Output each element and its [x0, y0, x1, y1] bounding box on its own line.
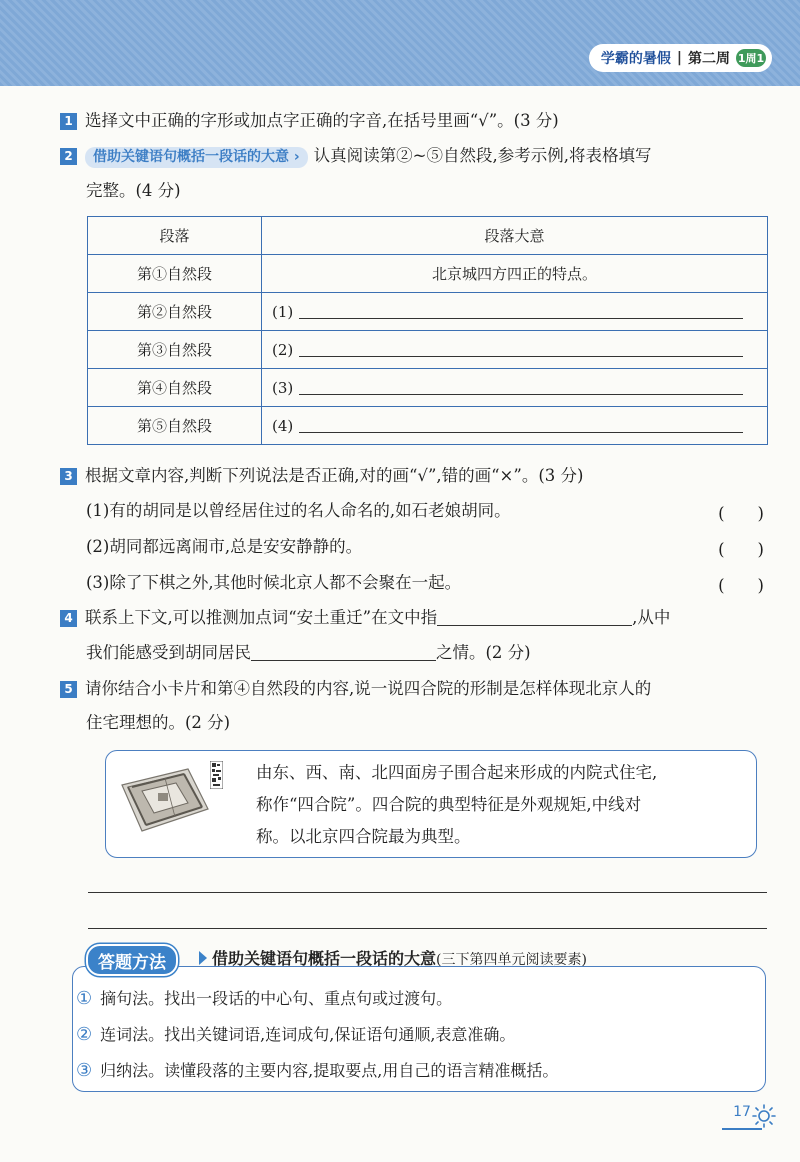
- question-text: 根据文章内容,判断下列说法是否正确,对的画“√”,错的画“×”。(3 分): [85, 466, 584, 485]
- method-title: [212, 946, 587, 969]
- table-cell-blank[interactable]: [262, 331, 768, 369]
- card-line: 称作“四合院”。四合院的典型特征是外观规矩,中线对: [256, 795, 642, 814]
- table-row: [88, 369, 768, 407]
- blank-number: (1): [272, 303, 294, 321]
- question-2: [60, 145, 651, 168]
- circle-number: ②: [76, 1024, 93, 1045]
- answer-line[interactable]: [299, 416, 743, 433]
- table-row: [88, 293, 768, 331]
- question-text: 请你结合小卡片和第④自然段的内容,说一说四合院的形制是怎样体现北京人的: [85, 679, 652, 698]
- table-header: 段落: [88, 217, 262, 255]
- answer-blank[interactable]: [251, 642, 436, 661]
- question-number: 2: [60, 148, 77, 165]
- question-2-line2: 完整。(4 分): [86, 181, 181, 200]
- question-text: 认真阅读第②~⑤自然段,参考示例,将表格填写: [313, 146, 652, 165]
- question-number: 5: [60, 681, 77, 698]
- question-5-line2: 住宅理想的。(2 分): [86, 713, 231, 732]
- judge-item: (1)有的胡同是以曾经居住过的名人命名的,如石老娘胡同。: [86, 501, 511, 520]
- judge-item: (3)除了下棋之外,其他时候北京人都不会聚在一起。: [86, 573, 462, 592]
- table-cell-blank[interactable]: [262, 369, 768, 407]
- table-cell-paragraph: 第④自然段: [88, 369, 262, 407]
- answer-line[interactable]: [299, 302, 743, 319]
- question-number: 1: [60, 113, 77, 130]
- arrow-icon: [199, 951, 207, 965]
- brand-label: 学霸的暑假: [600, 51, 671, 67]
- circle-number: ③: [76, 1060, 93, 1081]
- week-icon: 1周1: [736, 49, 766, 67]
- header-band: [0, 0, 800, 86]
- answer-paren[interactable]: ( ): [718, 576, 764, 595]
- card-text: [256, 757, 746, 853]
- skill-tag: 借助关键语句概括一段话的大意 ›: [85, 147, 308, 168]
- method-badge: 答题方法: [86, 944, 178, 976]
- table-row: [88, 407, 768, 445]
- answer-line[interactable]: [88, 892, 767, 893]
- method-title-text: 借助关键语句概括一段话的大意: [212, 949, 437, 968]
- answer-line[interactable]: [299, 378, 743, 395]
- question-4: [60, 607, 670, 629]
- question-text: 选择文中正确的字形或加点字正确的字音,在括号里画“√”。(3 分): [85, 111, 559, 130]
- table-cell-paragraph: 第②自然段: [88, 293, 262, 331]
- info-card: [105, 750, 757, 858]
- judge-item: (2)胡同都远离闹市,总是安安静静的。: [86, 537, 363, 556]
- header-badge: [589, 44, 772, 72]
- answer-paren[interactable]: ( ): [718, 540, 764, 559]
- method-subtitle: (三下第四单元阅读要素): [436, 952, 587, 968]
- answer-line[interactable]: [88, 928, 767, 929]
- question-5: [60, 678, 651, 700]
- method-item-text: 归纳法。读懂段落的主要内容,提取要点,用自己的语言精准概括。: [100, 1061, 559, 1080]
- method-item: [76, 986, 452, 1009]
- table-header: 段落大意: [262, 217, 768, 255]
- blank-number: (4): [272, 417, 294, 435]
- question-4-line2: [86, 642, 531, 664]
- question-1: [60, 110, 559, 132]
- table-cell-paragraph: 第⑤自然段: [88, 407, 262, 445]
- sun-icon: [752, 1104, 776, 1128]
- question-number: 3: [60, 468, 77, 485]
- question-text: 联系上下文,可以推测加点词“安土重迁”在文中指: [85, 608, 438, 627]
- method-item: [76, 1058, 558, 1081]
- table-cell-paragraph: 第③自然段: [88, 331, 262, 369]
- blank-number: (3): [272, 379, 294, 397]
- question-text: 我们能感受到胡同居民: [86, 643, 251, 662]
- method-item-text: 连词法。找出关键词语,连词成句,保证语句通顺,表意准确。: [100, 1025, 516, 1044]
- table-row: [88, 331, 768, 369]
- qr-code-icon: [210, 761, 223, 789]
- question-3: [60, 465, 583, 487]
- table-header-row: [88, 217, 768, 255]
- header-separator: |: [676, 50, 682, 66]
- answer-paren[interactable]: ( ): [718, 504, 764, 523]
- table-row: [88, 255, 768, 293]
- table-cell-blank[interactable]: [262, 293, 768, 331]
- card-line: 由东、西、南、北四面房子围合起来形成的内院式住宅,: [256, 763, 658, 782]
- question-text: ,从中: [632, 608, 671, 627]
- card-line: 称。以北京四合院最为典型。: [256, 827, 471, 846]
- paragraph-table: [87, 216, 768, 445]
- courtyard-house-icon: [118, 763, 210, 837]
- answer-line[interactable]: [299, 340, 743, 357]
- answer-blank[interactable]: [437, 607, 632, 626]
- page-number: 17: [722, 1104, 762, 1130]
- method-item-text: 摘句法。找出一段话的中心句、重点句或过渡句。: [100, 989, 453, 1008]
- question-number: 4: [60, 610, 77, 627]
- circle-number: ①: [76, 988, 93, 1009]
- table-cell-blank[interactable]: [262, 407, 768, 445]
- table-cell-paragraph: 第①自然段: [88, 255, 262, 293]
- week-label: 第二周: [688, 51, 730, 67]
- question-text: 之情。(2 分): [436, 643, 531, 662]
- blank-number: (2): [272, 341, 294, 359]
- table-cell-idea: 北京城四方四正的特点。: [262, 255, 768, 293]
- method-item: [76, 1022, 515, 1045]
